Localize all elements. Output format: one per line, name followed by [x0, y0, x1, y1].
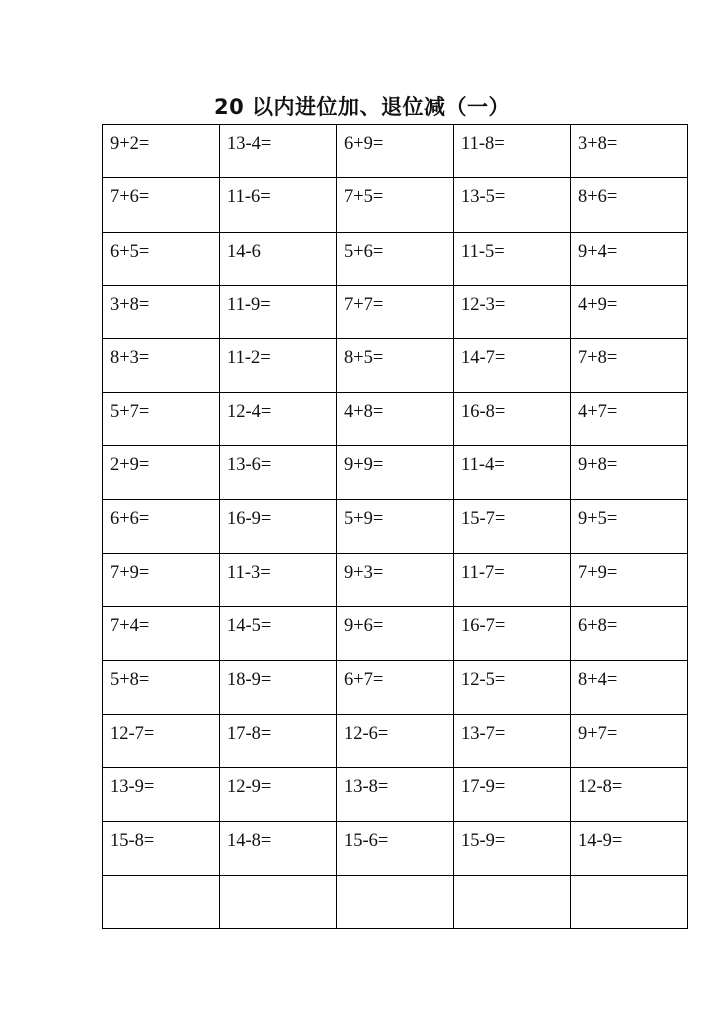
exercise-cell: 6+8= — [571, 607, 688, 661]
exercise-cell: 3+8= — [571, 125, 688, 178]
exercise-cell: 16-7= — [454, 607, 571, 661]
table-row — [103, 715, 688, 768]
exercise-cell: 13-6= — [220, 446, 337, 500]
exercise-cell: 7+6= — [103, 178, 220, 233]
table-row — [103, 607, 688, 661]
table-row — [103, 286, 688, 339]
exercise-cell: 15-6= — [337, 822, 454, 876]
exercise-cell: 11-4= — [454, 446, 571, 500]
exercise-cell: 14-8= — [220, 822, 337, 876]
exercise-cell: 7+9= — [571, 554, 688, 607]
exercise-cell: 18-9= — [220, 661, 337, 715]
exercise-cell: 13-7= — [454, 715, 571, 768]
exercise-cell: 9+4= — [571, 233, 688, 286]
exercise-cell: 5+6= — [337, 233, 454, 286]
exercise-cell: 12-8= — [571, 768, 688, 822]
exercise-cell: 5+9= — [337, 500, 454, 554]
exercise-cell: 11-8= — [454, 125, 571, 178]
exercise-cell: 16-8= — [454, 393, 571, 446]
exercise-cell: 7+7= — [337, 286, 454, 339]
exercise-cell: 5+8= — [103, 661, 220, 715]
exercise-cell: 9+5= — [571, 500, 688, 554]
exercise-cell: 11-2= — [220, 339, 337, 393]
exercise-cell: 2+9= — [103, 446, 220, 500]
exercise-cell: 12-3= — [454, 286, 571, 339]
exercise-cell: 11-5= — [454, 233, 571, 286]
exercise-cell: 15-7= — [454, 500, 571, 554]
exercise-cell: 11-9= — [220, 286, 337, 339]
exercise-cell: 13-5= — [454, 178, 571, 233]
exercise-cell: 7+4= — [103, 607, 220, 661]
exercise-cell: 4+8= — [337, 393, 454, 446]
table-row — [103, 876, 688, 929]
exercise-cell: 9+8= — [571, 446, 688, 500]
table-row — [103, 661, 688, 715]
table-row — [103, 446, 688, 500]
exercise-cell: 15-8= — [103, 822, 220, 876]
exercise-cell: 16-9= — [220, 500, 337, 554]
exercise-cell — [337, 876, 454, 929]
exercise-table-body — [103, 125, 688, 929]
exercise-cell — [103, 876, 220, 929]
table-row — [103, 233, 688, 286]
table-row — [103, 554, 688, 607]
table-row — [103, 500, 688, 554]
exercise-cell: 17-9= — [454, 768, 571, 822]
table-row — [103, 125, 688, 178]
exercise-cell: 14-6 — [220, 233, 337, 286]
exercise-cell: 11-6= — [220, 178, 337, 233]
exercise-cell: 8+3= — [103, 339, 220, 393]
exercise-cell: 13-9= — [103, 768, 220, 822]
exercise-cell: 14-5= — [220, 607, 337, 661]
exercise-cell: 9+6= — [337, 607, 454, 661]
exercise-cell: 12-7= — [103, 715, 220, 768]
exercise-cell: 7+9= — [103, 554, 220, 607]
page-title: 20 以内进位加、退位减（一） — [213, 95, 511, 119]
exercise-cell: 9+9= — [337, 446, 454, 500]
exercise-cell: 17-8= — [220, 715, 337, 768]
exercise-cell: 5+7= — [103, 393, 220, 446]
exercise-cell: 6+9= — [337, 125, 454, 178]
exercise-cell: 15-9= — [454, 822, 571, 876]
exercise-cell: 6+6= — [103, 500, 220, 554]
table-row — [103, 178, 688, 233]
exercise-cell: 8+4= — [571, 661, 688, 715]
exercise-cell: 12-9= — [220, 768, 337, 822]
exercise-cell: 14-7= — [454, 339, 571, 393]
exercise-cell: 9+3= — [337, 554, 454, 607]
table-row — [103, 339, 688, 393]
exercise-cell: 9+7= — [571, 715, 688, 768]
exercise-cell: 11-3= — [220, 554, 337, 607]
exercise-cell — [454, 876, 571, 929]
exercise-cell: 13-4= — [220, 125, 337, 178]
exercise-cell: 7+8= — [571, 339, 688, 393]
exercise-cell: 12-5= — [454, 661, 571, 715]
exercise-table — [102, 124, 688, 929]
exercise-cell — [220, 876, 337, 929]
exercise-cell: 7+5= — [337, 178, 454, 233]
table-row — [103, 768, 688, 822]
exercise-cell: 14-9= — [571, 822, 688, 876]
exercise-cell: 12-4= — [220, 393, 337, 446]
exercise-cell: 12-6= — [337, 715, 454, 768]
exercise-cell — [571, 876, 688, 929]
exercise-cell: 9+2= — [103, 125, 220, 178]
exercise-cell: 3+8= — [103, 286, 220, 339]
exercise-cell: 4+9= — [571, 286, 688, 339]
table-row — [103, 822, 688, 876]
table-row — [103, 393, 688, 446]
exercise-cell: 8+6= — [571, 178, 688, 233]
exercise-cell: 8+5= — [337, 339, 454, 393]
exercise-cell: 6+7= — [337, 661, 454, 715]
exercise-cell: 11-7= — [454, 554, 571, 607]
exercise-cell: 13-8= — [337, 768, 454, 822]
exercise-cell: 6+5= — [103, 233, 220, 286]
exercise-cell: 4+7= — [571, 393, 688, 446]
